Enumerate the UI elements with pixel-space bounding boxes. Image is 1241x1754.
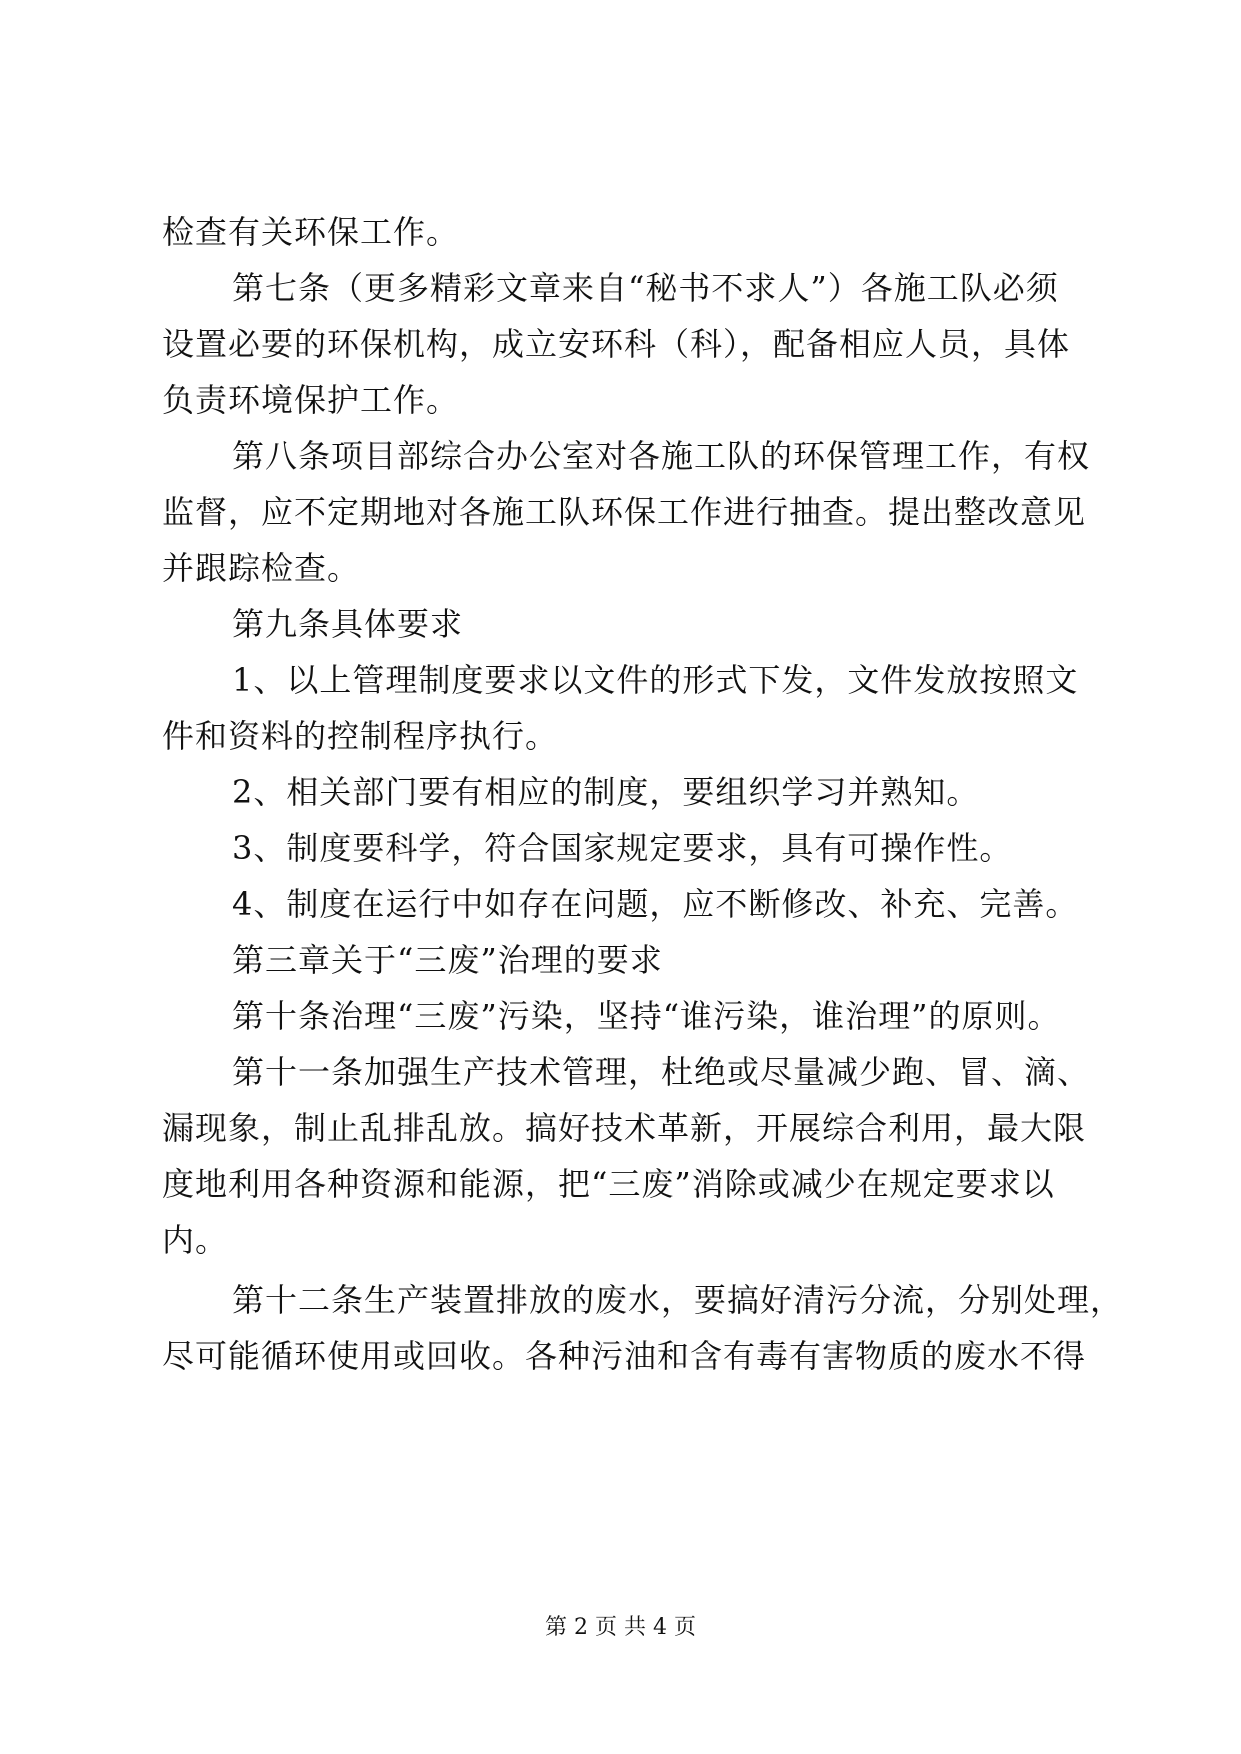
text-line: 第十二条生产装置排放的废水，要搞好清污分流，分别处理， [232,1281,1124,1319]
text-line: 漏现象，制止乱排乱放。搞好技术革新，开展综合利用，最大限 [162,1109,1087,1147]
text-line: 设置必要的环保机构，成立安环科（科），配备相应人员，具体 [162,325,1071,363]
text-line: 第七条（更多精彩文章来自“秘书不求人”）各施工队必须 [232,269,1059,307]
text-line: 并跟踪检查。 [162,549,361,587]
text-line: 第八条项目部综合办公室对各施工队的环保管理工作，有权 [232,437,1091,475]
text-line: 件和资料的控制程序执行。 [162,717,559,755]
text-line: 1、以上管理制度要求以文件的形式下发，文件发放按照文 [232,661,1079,699]
text-line: 第十一条加强生产技术管理，杜绝或尽量减少跑、冒、滴、 [232,1053,1091,1091]
text-line: 度地利用各种资源和能源，把“三废”消除或减少在规定要求以 [162,1165,1055,1203]
page-number-footer: 第 2 页 共 4 页 [545,1615,696,1640]
text-line: 第九条具体要求 [232,605,464,643]
text-line: 第三章关于“三废”治理的要求 [232,941,663,979]
text-line: 3、制度要科学，符合国家规定要求，具有可操作性。 [232,829,1013,867]
text-line: 监督，应不定期地对各施工队环保工作进行抽查。提出整改意见 [162,493,1087,531]
text-line: 检查有关环保工作。 [162,213,460,251]
text-line: 负责环境保护工作。 [162,381,460,419]
text-line: 内。 [162,1221,229,1259]
text-line: 尽可能循环使用或回收。各种污油和含有毒有害物质的废水不得 [162,1337,1087,1375]
text-line: 4、制度在运行中如存在问题，应不断修改、补充、完善。 [232,885,1079,923]
text-line: 第十条治理“三废”污染，坚持“谁污染，谁治理”的原则。 [232,997,1061,1035]
text-line: 2、相关部门要有相应的制度，要组织学习并熟知。 [232,773,980,811]
